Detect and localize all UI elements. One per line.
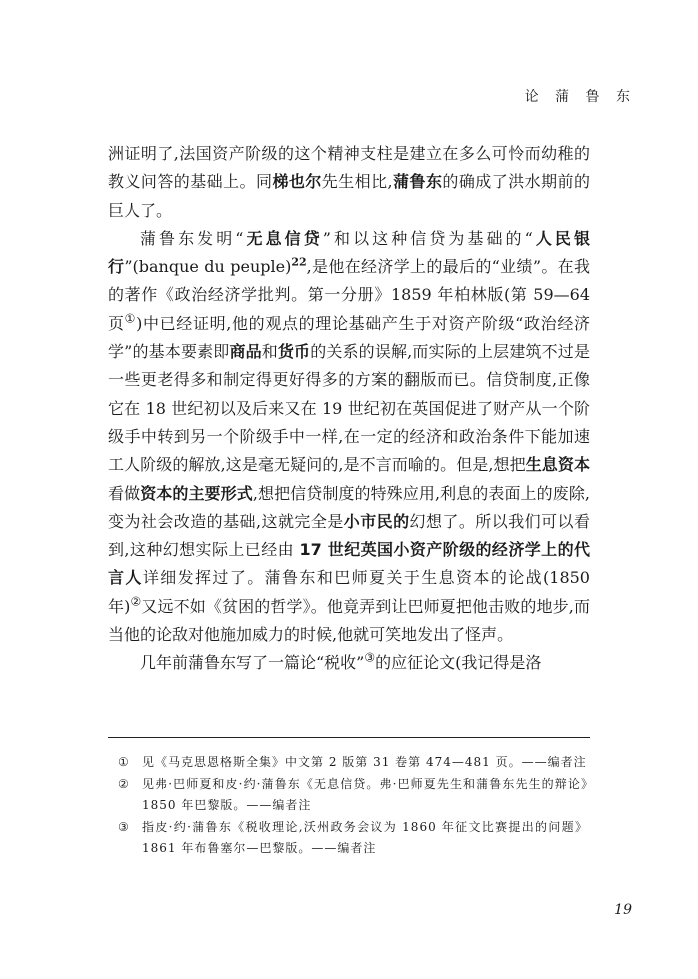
footnote-number: ③ [118, 820, 129, 834]
footnote-text: 见弗·巴师夏和皮·约·蒲鲁东《无息信贷。弗·巴师夏先生和蒲鲁东先生的辩论》1850 年巴黎版。——编者注 [142, 777, 588, 812]
footnote [118, 817, 588, 859]
emphasized-term: 无息信贷 [243, 228, 323, 248]
text-run: ,是他在经济学上的最后的“业绩”。在我的著作《政治经济学批判。第一分册》1859 年柏林版(第 59—64 页 [108, 257, 590, 333]
footnotes [118, 752, 588, 860]
paragraph-2 [108, 225, 590, 649]
emphasized-term: 17 世纪英国小资产阶级的经济学上的代言人 [108, 540, 590, 588]
footnote [118, 774, 588, 816]
emphasized-term: 生息资本 [525, 455, 590, 475]
text-run: 又远不如《贫困的哲学》。他竟弄到让巴师夏把他击败的地步,而当他的论敌对他施加威力的时候,他就可笑地发出了怪声。 [108, 596, 590, 645]
text-run: 几年前蒲鲁东写了一篇论“税收” [140, 653, 365, 673]
text-run: 洲证明了,法国资产阶级的这个精神支柱是建立在多么可怜而幼稚的教义问答的基础上。同 [108, 144, 590, 192]
text-run: 的应征论文(我记得是洛 [375, 653, 542, 673]
emphasized-term: 商品 [229, 342, 262, 362]
page-number: 19 [614, 902, 632, 918]
text-run: 看做 [108, 483, 141, 503]
text-run: 的关系的误解,而实际的上层建筑不过是一些更老得多和制定得更好得多的方案的翻版而已。信贷制度,正像它在 18 世纪初以及后来又在 19 世纪初在英国促进了财产从一个阶级手中转到另一个阶级手中一样,在一定的经济和政治条件下能加速工人阶级的解放,这是毫无疑问的,是不言而喻的。但是,想把 [108, 342, 590, 475]
paragraph-1 [108, 140, 590, 225]
text-run: 的确成了洪水期前的巨人了。 [108, 172, 590, 220]
footnote-marker: ③ [364, 651, 376, 666]
footnote-text: 指皮·约·蒲鲁东《税收理论,沃州政务会议为 1860 年征文比赛提出的问题》1861 年布鲁塞尔—巴黎版。——编者注 [142, 820, 588, 855]
emphasized-term: 资本的主要形式 [140, 483, 253, 503]
emphasized-term: 梯也尔 [272, 172, 322, 192]
text-run: 和 [261, 342, 278, 362]
note-reference: 22 [291, 255, 307, 269]
footnote [118, 752, 588, 773]
footnote-divider [108, 737, 590, 738]
main-text [108, 140, 590, 678]
paragraph-3 [108, 649, 590, 677]
text-run: )中已经证明,他的观点的理论基础产生于对资产阶级“政治经济学”的基本要素即 [108, 313, 590, 362]
emphasized-term: 人民银行 [108, 228, 590, 277]
footnote-marker: ② [130, 594, 142, 609]
emphasized-term: 货币 [277, 342, 311, 362]
text-run: ,想把信贷制度的特殊应用,利息的表面上的废除,变为社会改造的基础,这就完全是 [108, 483, 590, 531]
footnote-number: ① [118, 755, 129, 769]
text-run: 蒲鲁东发明“ [140, 228, 244, 248]
text-run: 幻想了。所以我们可以看到,这种幻想实际上已经由 [108, 511, 590, 560]
text-run: ”和以这种信贷为基础的“ [322, 228, 533, 248]
footnote-marker: ① [124, 311, 137, 326]
running-header: 论 蒲 鲁 东 [524, 89, 636, 105]
footnote-text: 见《马克思恩格斯全集》中文第 2 版第 31 卷第 474—481 页。——编者注 [142, 755, 587, 769]
text-run: ”(banque du peuple) [124, 257, 292, 277]
footnote-number: ② [118, 777, 129, 791]
text-run: 先生相比, [321, 172, 393, 192]
emphasized-term: 蒲鲁东 [392, 172, 443, 192]
emphasized-term: 小市民的 [343, 511, 410, 531]
text-run: 详细发挥过了。蒲鲁东和巴师夏关于生息资本的论战(1850 年) [108, 568, 590, 616]
